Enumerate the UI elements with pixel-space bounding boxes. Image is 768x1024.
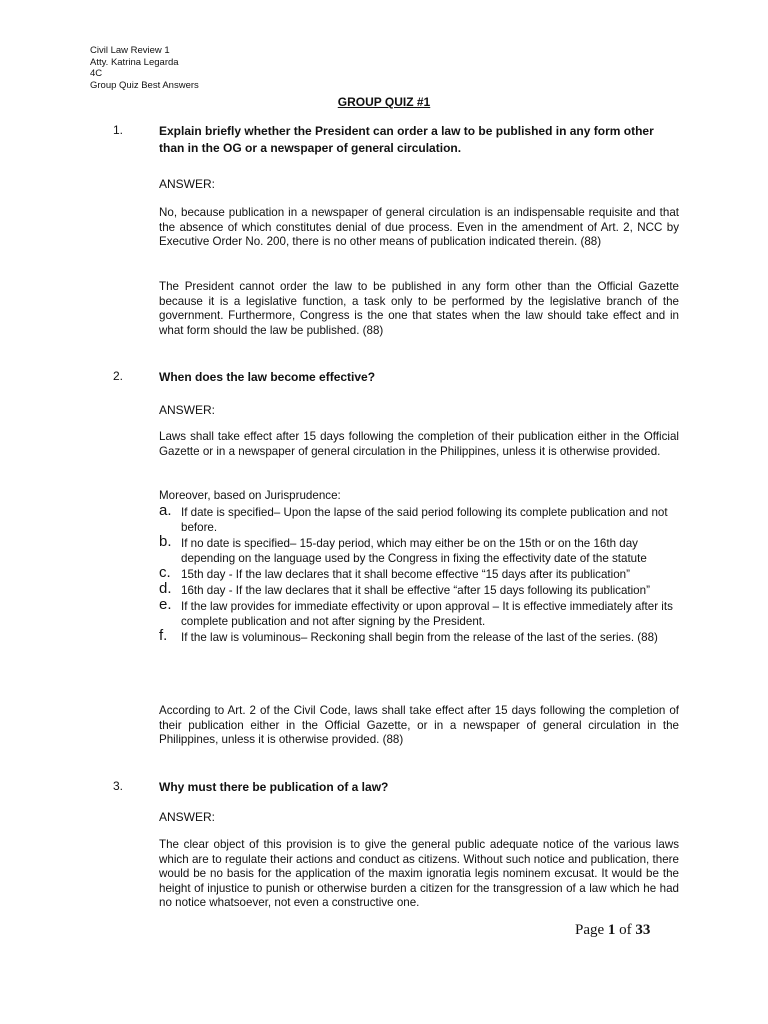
answer-paragraph: The President cannot order the law to be published in any form other than the Official Gazette because it is a legislative function, a task only to be performed by the legislative branch of the government. Furthermore, Congress is the one that states when the law should take effect and in what form should the law be published. (88) [159,280,679,337]
instructor-name: Atty. Katrina Legarda [90,56,179,68]
of-word: of [615,922,636,938]
list-item-text: If the law is voluminous– Reckoning shall begin from the release of the last of the series. (88) [181,631,658,644]
page-title: GROUP QUIZ #1 [337,95,431,109]
course-name: Civil Law Review 1 [90,45,170,56]
answer-label: ANSWER: [159,810,216,824]
page-number [575,922,650,939]
section-name: 4C [90,68,103,79]
list-item [159,596,681,629]
list-item-label: e. [159,596,172,613]
list-item [159,533,681,566]
answer-paragraph: Laws shall take effect after 15 days following the completion of their publication either in the Official Gazette or in a newspaper of general circulation in the Philippines, unless it is otherwise provided. [159,430,679,458]
current-page: 1 [607,922,616,938]
answer-paragraph: According to Art. 2 of the Civil Code, laws shall take effect after 15 days following the completion of their publication either in the Official Gazette, or in a newspaper of general circulation in the Philippines, unless it is otherwise provided. (88) [159,704,679,746]
question-number: 3. [113,779,124,793]
answer-paragraph: Moreover, based on Jurisprudence: [159,489,341,502]
jurisprudence-list [159,502,681,645]
total-pages: 33 [635,922,651,938]
list-item [159,580,681,598]
list-item-text: If the law provides for immediate effectivity or upon approval – It is effective immediately after its complete publication and not after signing by the President. [181,600,673,628]
list-item [159,627,681,645]
answer-paragraph: The clear object of this provision is to give the general public adequate notice of the various laws which are to regulate their actions and conduct as citizens. Without such notice and publication, there would be no basis for the application of the maxim ignoratia legis nominem excusat. It would be the height of injustice to punish or otherwise burden a citizen for the transgression of a law which he had no notice whatsoever, not even a constructive one. [159,838,679,909]
list-item-label: d. [159,580,172,597]
question-number: 1. [113,123,124,137]
page-word: Page [575,922,608,938]
list-item-text: 16th day - If the law declares that it shall be effective “after 15 days following its publication” [181,584,650,597]
list-item [159,502,681,535]
answer-paragraph: No, because publication in a newspaper of general circulation is an indispensable requisite and that the absence of which constitutes denial of due process. Even in the amendment of Art. 2, NCC by Executive Order No. 200, there is no other means of publication indicated therein. (88) [159,206,679,248]
question-text: Why must there be publication of a law? [159,780,389,794]
list-item-label: a. [159,502,172,519]
list-item-label: f. [159,627,168,644]
list-item-text: If date is specified– Upon the lapse of the said period following its complete publication and not before. [181,506,668,534]
question-text: Explain briefly whether the President can order a law to be published in any form other than in the OG or a newspaper of general circulation. [159,124,654,155]
question-number: 2. [113,369,124,383]
question-text: When does the law become effective? [159,370,376,384]
list-item-label: c. [159,564,171,581]
list-item [159,564,681,582]
list-item-label: b. [159,533,172,550]
document-subtitle: Group Quiz Best Answers [90,79,199,91]
list-item-text: 15th day - If the law declares that it shall become effective “15 days after its publication” [181,568,630,581]
list-item-text: If no date is specified– 15-day period, which may either be on the 15th or on the 16th day depending on the language used by the Congress in fixing the effectivity date of the statute [181,537,647,565]
answer-label: ANSWER: [159,403,216,417]
document-header [90,45,199,91]
answer-label: ANSWER: [159,177,216,191]
